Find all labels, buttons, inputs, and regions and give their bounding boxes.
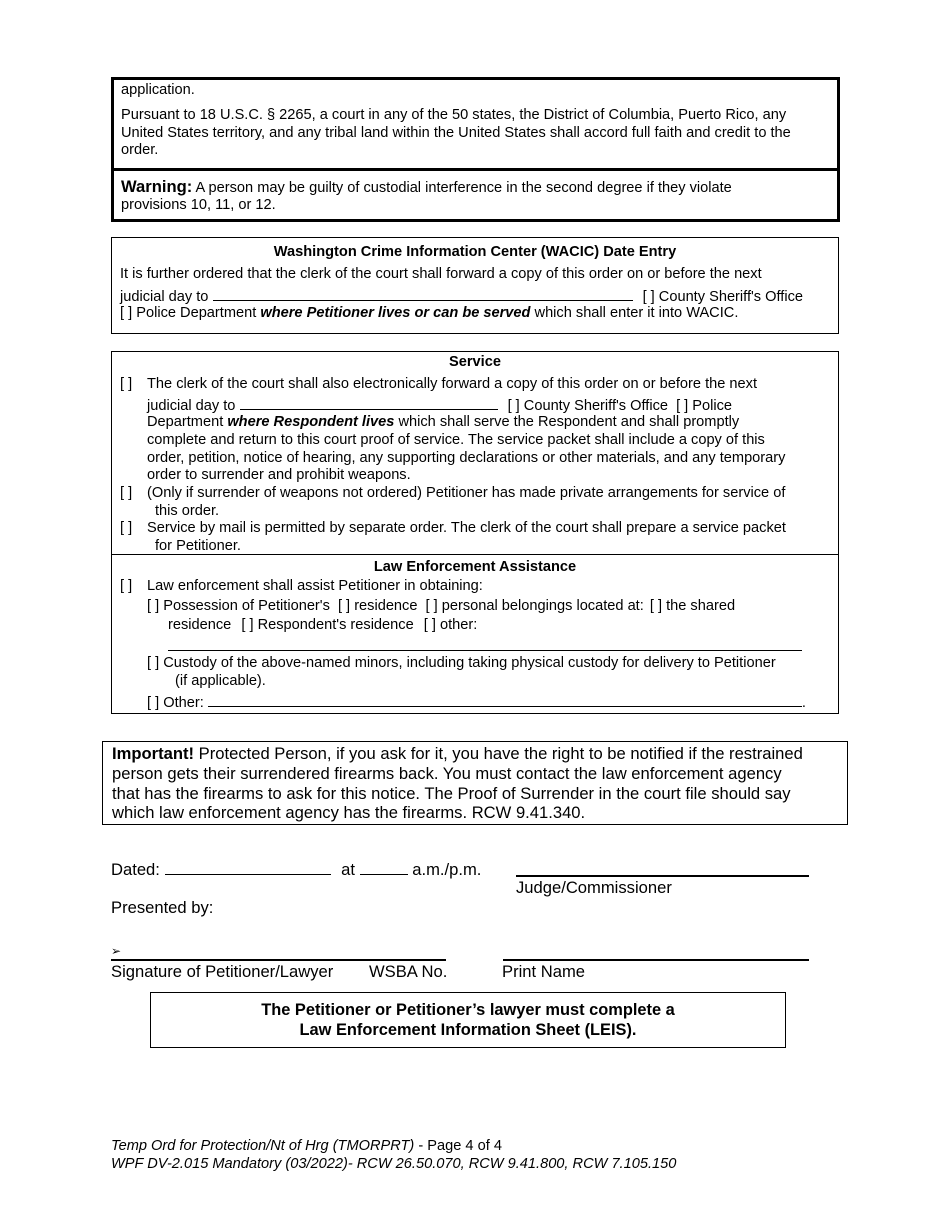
lea-residence-label: residence [354, 598, 418, 614]
service-item3-line2: for Petitioner. [155, 538, 241, 554]
wacic-police-checkbox[interactable]: [ ] [120, 305, 133, 321]
service-judicial-day-label: judicial day to [147, 398, 236, 414]
lea-other-field[interactable] [208, 692, 802, 707]
wacic-line3-suffix: which shall enter it into WACIC. [534, 305, 739, 321]
footer-line1 [111, 1137, 502, 1155]
lea-other-location-field[interactable] [168, 650, 802, 651]
important-label: Important! [112, 744, 195, 763]
ampm-label: a.m./p.m. [412, 860, 482, 879]
service-item2-line2: this order. [155, 503, 220, 519]
important-line4: which law enforcement agency has the firearms. RCW 9.41.340. [112, 803, 586, 822]
warning-label: Warning: [121, 177, 193, 196]
wacic-where-text: where Petitioner lives or can be served [260, 305, 531, 321]
leis-line1: The Petitioner or Petitioner’s lawyer must complete a [261, 1001, 675, 1019]
footer-page: - Page 4 of 4 [418, 1138, 502, 1154]
important-line2: person gets their surrendered firearms back. You must contact the law enforcement agency [112, 764, 782, 783]
lea-respondent-residence-label: Respondent's residence [257, 617, 414, 633]
service-item1-line2 [147, 395, 732, 416]
important-box [102, 741, 848, 825]
lea-residence2-label: residence [168, 617, 232, 633]
wacic-sheriff-label: County Sheriff's Office [658, 289, 803, 305]
service-item1-line1: The clerk of the court shall also electronically forward a copy of this order on or before the next [147, 376, 758, 392]
lea-title: Law Enforcement Assistance [373, 559, 577, 575]
service-where-text: where Respondent lives [227, 414, 395, 430]
at-label: at [341, 860, 355, 879]
service-item1-line5: order, petition, notice of hearing, any supporting declarations or other materials, and any temporary [147, 450, 786, 466]
wacic-line1: It is further ordered that the clerk of the court shall forward a copy of this order on or before the next [120, 266, 762, 282]
dated-label: Dated: [111, 860, 160, 879]
lea-possession-label: Possession of Petitioner's [163, 598, 330, 614]
wacic-recipient-field[interactable] [213, 286, 633, 301]
lea-other-location-label: other: [440, 617, 478, 633]
important-line1 [112, 744, 803, 764]
signature-label: Signature of Petitioner/Lawyer [111, 962, 334, 981]
service-item2-line1: (Only if surrender of weapons not ordered) Petitioner has made private arrangements for service of [147, 485, 786, 501]
presented-by-label: Presented by: [111, 898, 214, 917]
lea-custody-text: Custody of the above-named minors, including taking physical custody for delivery to Petitioner [163, 655, 776, 671]
footer-line2: WPF DV-2.015 Mandatory (03/2022)- RCW 26.50.070, RCW 9.41.800, RCW 7.105.150 [111, 1156, 677, 1172]
print-name-field[interactable] [503, 959, 809, 961]
service-title: Service [449, 354, 501, 370]
service-item2-checkbox[interactable]: [ ] [120, 485, 133, 501]
leis-box [150, 992, 786, 1048]
service-item1-checkbox[interactable]: [ ] [120, 376, 133, 392]
service-item3-line1: Service by mail is permitted by separate order. The clerk of the court shall prepare a service packet [147, 520, 786, 536]
petitioner-signature-field[interactable] [111, 959, 446, 961]
wacic-judicial-day-label: judicial day to [120, 289, 209, 305]
lea-custody-line1 [147, 655, 776, 673]
warning-paragraph [121, 177, 831, 198]
service-police-label: Police [692, 398, 733, 414]
service-sheriff-checkbox[interactable]: [ ] [507, 398, 520, 414]
lea-custody-line2: (if applicable). [175, 673, 266, 689]
service-item1-line3 [147, 414, 739, 432]
judge-label: Judge/Commissioner [516, 878, 672, 897]
time-field[interactable] [360, 858, 408, 875]
service-police-checkbox[interactable]: [ ] [676, 398, 689, 414]
lea-other-period: . [801, 695, 806, 711]
lea-residence-line [168, 617, 477, 635]
full-faith-text: Pursuant to 18 U.S.C. § 2265, a court in any of the 50 states, the District of Columbia, Puerto Rico, any United States territory, and any tribal land within the United States shall accord full faith and credit to the order. [121, 107, 791, 158]
wacic-sheriff-checkbox[interactable]: [ ] [642, 289, 655, 305]
lea-belongings-label: personal belongings located at: [441, 598, 644, 614]
print-name-label: Print Name [502, 962, 585, 981]
lea-custody-checkbox[interactable]: [ ] [147, 655, 160, 671]
lea-belongings-checkbox[interactable]: [ ] [425, 598, 438, 614]
lea-other-line [147, 692, 806, 713]
wacic-police-label: Police Department [136, 305, 257, 321]
warning-text-1: A person may be guilty of custodial interference in the second degree if they violate [195, 180, 732, 196]
signature-arrow-icon: ➢ [111, 944, 122, 958]
date-field[interactable] [165, 858, 331, 875]
lea-shared-checkbox[interactable]: [ ] [649, 598, 663, 614]
leis-line2: Law Enforcement Information Sheet (LEIS). [299, 1021, 637, 1039]
judge-signature-field[interactable] [516, 875, 809, 877]
lea-possession-line [147, 598, 735, 616]
wacic-line2 [120, 286, 803, 307]
continuation-text: application. [121, 82, 195, 98]
wacic-box [111, 237, 839, 334]
service-line3-suffix: which shall serve the Respondent and shall promptly [398, 414, 740, 430]
lea-checkbox[interactable]: [ ] [120, 578, 133, 594]
warning-text-2: provisions 10, 11, or 12. [121, 197, 276, 213]
service-sheriff-label: County Sheriff's Office [523, 398, 668, 414]
service-date-field[interactable] [240, 395, 498, 410]
lea-intro: Law enforcement shall assist Petitioner in obtaining: [147, 578, 483, 594]
dated-line [111, 858, 481, 880]
service-item1-line6: order to surrender and prohibit weapons. [147, 467, 411, 483]
lea-divider [111, 554, 839, 555]
important-text-1: Protected Person, if you ask for it, you have the right to be notified if the restrained [198, 744, 803, 763]
important-line3: that has the firearms to ask for this notice. The Proof of Surrender in the court file should say [112, 784, 791, 803]
footer-form-title: Temp Ord for Protection/Nt of Hrg (TMORPRT) [111, 1138, 415, 1154]
warning-box [111, 168, 840, 222]
wsba-label: WSBA No. [369, 962, 448, 981]
lea-residence-checkbox[interactable]: [ ] [337, 598, 351, 614]
service-item1-line4: complete and return to this court proof of service. The service packet shall include a copy of this [147, 432, 765, 448]
lea-respondent-residence-checkbox[interactable]: [ ] [241, 617, 254, 633]
wacic-title: Washington Crime Information Center (WACIC) Date Entry [273, 244, 677, 260]
lea-possession-checkbox[interactable]: [ ] [147, 598, 160, 614]
full-faith-box [111, 77, 840, 171]
lea-shared-label: the shared [666, 598, 736, 614]
service-item3-checkbox[interactable]: [ ] [120, 520, 133, 536]
service-department-label: Department [147, 414, 224, 430]
wacic-line3 [120, 305, 738, 323]
lea-other-checkbox[interactable]: [ ] [147, 695, 160, 711]
service-box [111, 351, 839, 714]
lea-other-label: Other: [163, 695, 204, 711]
lea-other-location-checkbox[interactable]: [ ] [423, 617, 436, 633]
